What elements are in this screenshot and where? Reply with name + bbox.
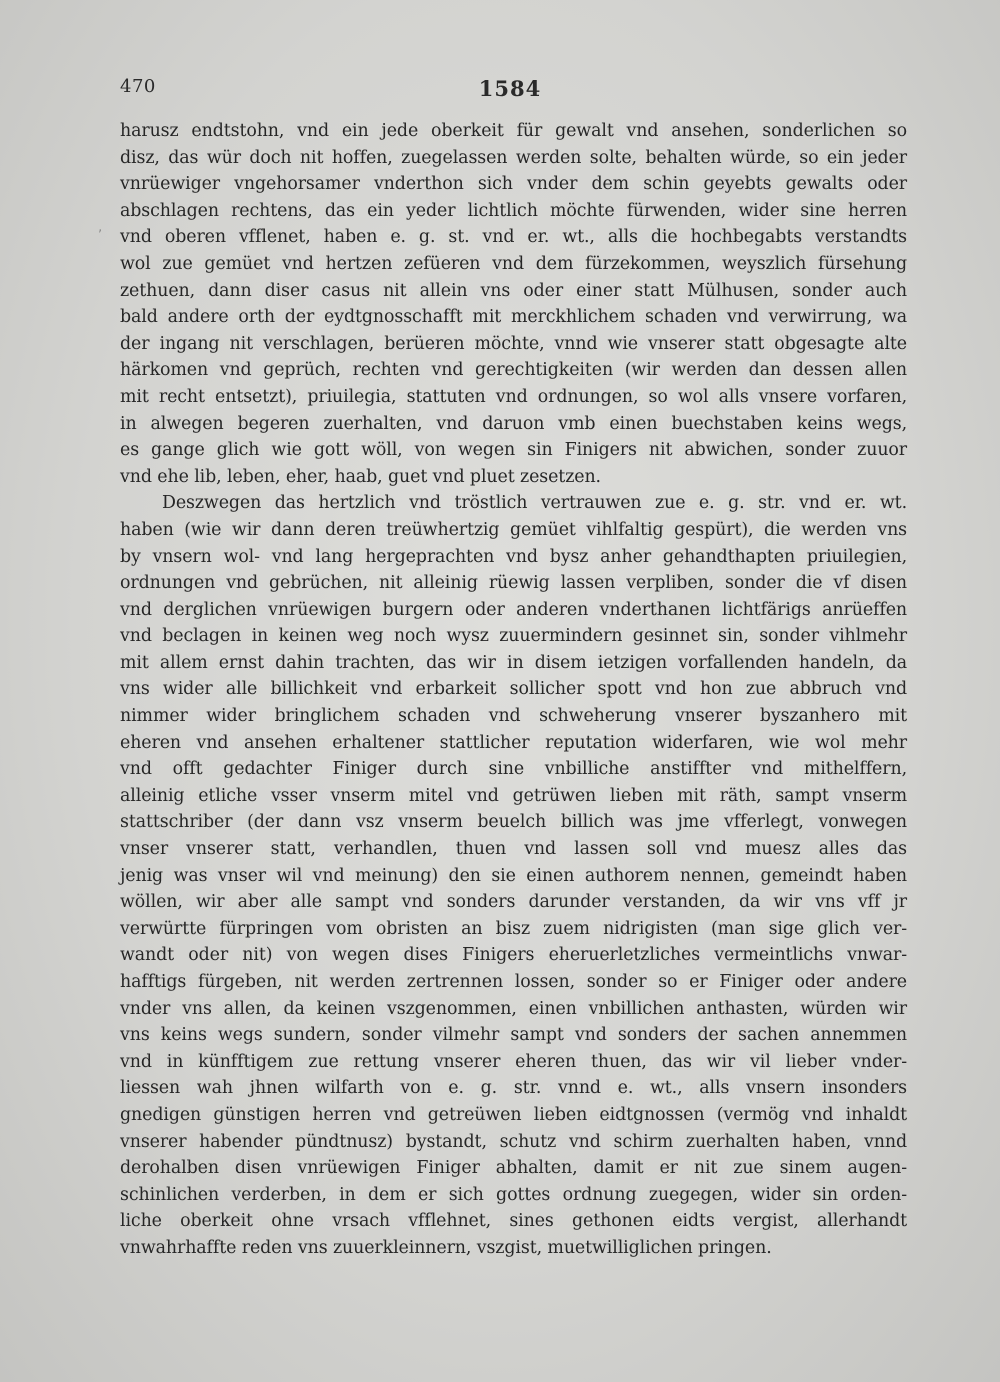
text-line: härkomen vnd geprüch, rechten vnd gerechtigkeiten (wir werden dan dessen allen (120, 360, 907, 381)
text-line: der ingang nit verschlagen, berüeren möchte, vnnd wie vnserer statt obgesagte alte (120, 333, 907, 354)
text-line: wöllen, wir aber alle sampt vnd sonders darunder verstanden, da wir vns vff jr (120, 892, 907, 913)
text-line: vnder vns allen, da keinen vszgenommen, einen vnbillichen anthasten, würden wir (120, 998, 907, 1019)
text-line: vnd derglichen vnrüewigen burgern oder anderen vnderthanen lichtfärigs anrüeffen (120, 599, 907, 620)
text-line: in alwegen begeren zuerhalten, vnd daruon vmb einen buechstaben keins wegs, (120, 413, 907, 434)
paragraph (120, 118, 907, 490)
text-line: vns wider alle billichkeit vnd erbarkeit sollicher spott vnd hon zue abbruch vnd (120, 679, 907, 700)
text-line: haben (wie wir dann deren treüwhertzig gemüet vihlfaltig gespürt), die werden vns (120, 519, 907, 540)
text-line: ordnungen vnd gebrüchen, nit alleinig rüewig lassen verpliben, sonder die vf disen (120, 573, 907, 594)
text-line: vns keins wegs sundern, sonder vilmehr sampt vnd sonders der sachen annemmen (120, 1025, 907, 1046)
text-line: by vnsern wol- vnd lang hergeprachten vnd bysz anher gehandthapten priuilegien, (120, 546, 907, 567)
running-head-year: 1584 (478, 76, 542, 101)
text-line: nimmer wider bringlichem schaden vnd schweherung vnserer byszanhero mit (120, 706, 907, 727)
text-line: es gange glich wie gott wöll, von wegen sin Finigers nit abwichen, sonder zuuor (120, 440, 907, 461)
text-line: liessen wah jhnen wilfarth von e. g. str. vnnd e. wt., alls vnsern insonders (120, 1078, 907, 1099)
text-line: eheren vnd ansehen erhaltener stattlicher reputation widerfaren, wie wol mehr (120, 732, 907, 753)
text-line: vnser vnserer statt, verhandlen, thuen vnd lassen soll vnd muesz alles das (120, 839, 907, 860)
text-line: vnd offt gedachter Finiger durch sine vnbilliche anstiffter vnd mithelffern, (120, 759, 907, 780)
text-line: schinlichen verderben, in dem er sich gottes ordnung zuegegen, wider sin orden- (120, 1184, 907, 1205)
text-line: disz, das wür doch nit hoffen, zuegelassen werden solte, behalten würde, so ein jeder (120, 147, 907, 168)
text-line: liche oberkeit ohne vrsach vfflehnet, sines gethonen eidts vergist, allerhandt (120, 1211, 907, 1232)
text-line: zethuen, dann diser casus nit allein vns oder einer statt Mülhusen, sonder auch (120, 280, 907, 301)
text-line: derohalben disen vnrüewigen Finiger abhalten, damit er nit zue sinem augen- (120, 1158, 907, 1179)
text-line: jenig was vnser wil vnd meinung) den sie einen authorem nennen, gemeindt haben (120, 865, 907, 886)
text-line: verwürtte fürpringen vom obristen an bisz zuem nidrigisten (man sige glich ver- (120, 918, 907, 939)
text-line: vnd oberen vfflenet, haben e. g. st. vnd er. wt., alls die hochbegabts verstandts (120, 227, 907, 248)
text-line: stattschriber (der dann vsz vnserm beuelch billich was jme vfferlegt, vonwegen (120, 812, 907, 833)
text-line: hafftigs fürgeben, nit werden zertrennen lossen, sonder so er Finiger oder andere (120, 972, 907, 992)
text-line: vnserer habender pündtnusz) bystandt, schutz vnd schirm zuerhalten haben, vnnd (120, 1131, 907, 1152)
paragraph (120, 490, 907, 1261)
text-line: gnedigen günstigen herren vnd getreüwen lieben eidtgnossen (vermög vnd inhaldt (120, 1104, 907, 1125)
text-line: mit recht entsetzt), priuilegia, stattuten vnd ordnungen, so wol alls vnsere vorfaren, (120, 386, 907, 407)
text-line: vnwahrhaffte reden vns zuuerkleinnern, vszgist, muetwilliglichen pringen. (120, 1237, 772, 1258)
text-line: harusz endtstohn, vnd ein jede oberkeit für gewalt vnd ansehen, sonderlichen so (120, 121, 907, 141)
text-line: vnd beclagen in keinen weg noch wysz zuuermindern gesinnet sin, sonder vihlmehr (120, 626, 907, 647)
page-number: 470 (120, 76, 156, 97)
body-text (120, 118, 907, 1262)
text-line: vnd ehe lib, leben, eher, haab, guet vnd pluet zesetzen. (120, 466, 601, 487)
text-line: Deszwegen das hertzlich vnd tröstlich vertrauwen zue e. g. str. vnd er. wt. (162, 493, 907, 514)
text-line: wol zue gemüet vnd hertzen zefüeren vnd dem fürzekommen, weyszlich fürsehung (120, 253, 907, 274)
text-line: abschlagen rechtens, das ein yeder lichtlich möchte fürwenden, wider sine herren (120, 200, 907, 221)
text-line: wandt oder nit) von wegen dises Finigers eheruerletzliches vermeintlichs vnwar- (120, 945, 907, 966)
margin-mark: ʼ (98, 228, 103, 243)
page-header (0, 76, 1000, 106)
text-line: bald andere orth der eydtgnosschafft mit merckhlichem schaden vnd verwirrung, wa (120, 307, 907, 328)
text-line: vnrüewiger vngehorsamer vnderthon sich vnder dem schin geyebts gewalts oder (120, 174, 907, 195)
text-line: vnd in künfftigem zue rettung vnserer eheren thuen, das wir vil lieber vnder- (120, 1051, 907, 1072)
text-line: alleinig etliche vsser vnserm mitel vnd getrüwen lieben mit räth, sampt vnserm (120, 785, 907, 806)
text-line: mit allem ernst dahin trachten, das wir in disem ietzigen vorfallenden handeln, da (120, 652, 907, 673)
